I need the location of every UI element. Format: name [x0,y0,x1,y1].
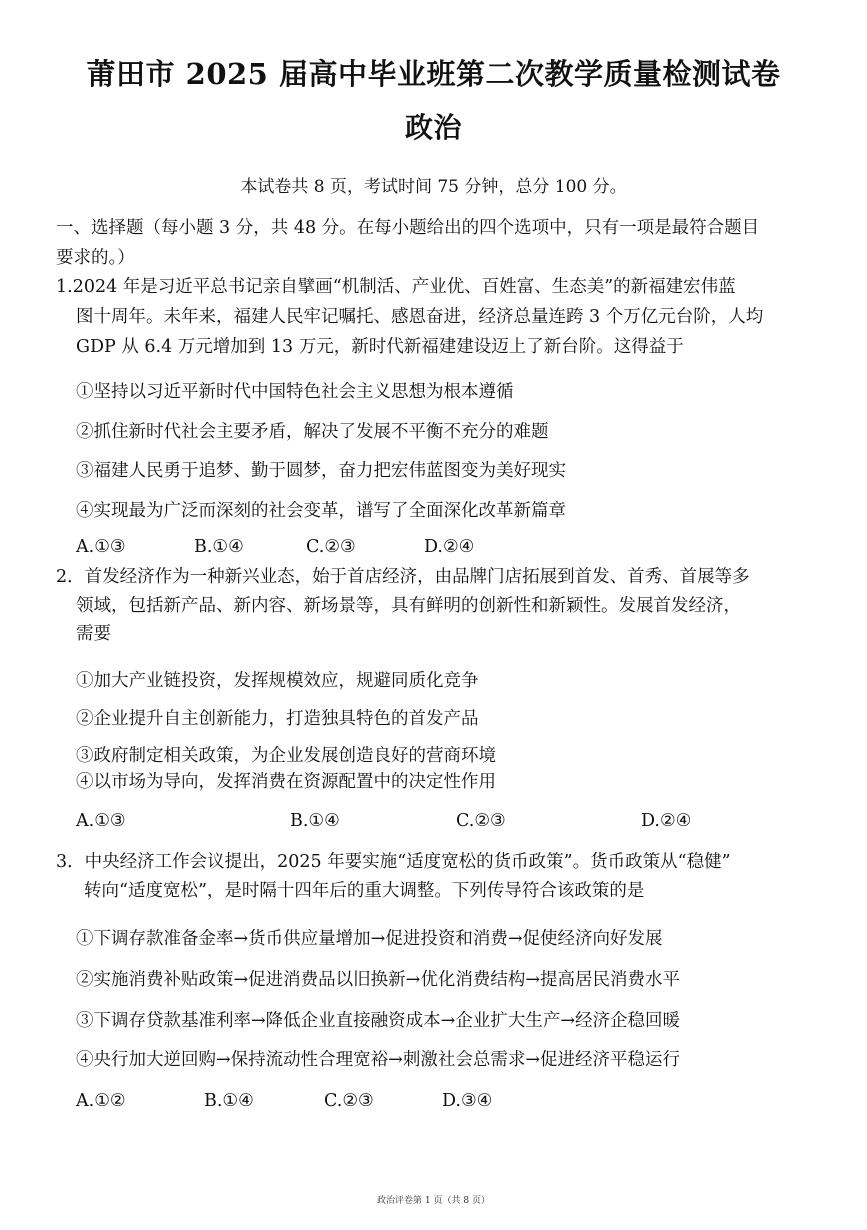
q2-item-2: ②企业提升自主创新能力，打造独具特色的首发产品 [76,709,479,729]
q1-item-4: ④实现最为广泛而深刻的社会变革，谱写了全面深化改革新篇章 [76,501,566,521]
q3-item-4: ④央行加大逆回购→保持流动性合理宽裕→刺激社会总需求→促进经济平稳运行 [76,1050,680,1070]
exam-title: 莆田市 2025 届高中毕业班第二次教学质量检测试卷 [86,57,781,91]
q3-stem-line-2: 转向“适度宽松”，是时隔十四年后的重大调整。下列传导符合该政策的是 [84,881,645,901]
q1-stem-line-1: 1.2024 年是习近平总书记亲自擘画“机制活、产业优、百姓富、生态美”的新福建宏伟蓝 [56,277,736,297]
q1-item-1: ①坚持以习近平新时代中国特色社会主义思想为根本遵循 [76,382,514,402]
q2-stem-line-3: 需要 [76,624,111,644]
q2-stem-line-2: 领域，包括新产品、新内容、新场景等，具有鲜明的创新性和新颖性。发展首发经济， [76,596,741,616]
q3-option-d[interactable]: D.③④ [442,1091,493,1111]
q3-option-b[interactable]: B.①④ [204,1091,254,1111]
q2-item-4: ④以市场为导向，发挥消费在资源配置中的决定性作用 [76,772,496,792]
q2-option-d[interactable]: D.②④ [641,811,692,831]
q1-stem-line-2: 图十周年。未年来，福建人民牢记嘱托、感恩奋进，经济总量连跨 3 个万亿元台阶，人均 [76,307,764,327]
page-footer: 政治评卷第 1 页（共 8 页） [377,1196,490,1206]
subject-title: 政治 [404,111,462,144]
q1-option-d[interactable]: D.②④ [424,537,475,557]
q2-item-3: ③政府制定相关政策，为企业发展创造良好的营商环境 [76,746,496,766]
q3-option-c[interactable]: C.②③ [324,1091,374,1111]
q1-option-a[interactable]: A.①③ [76,537,126,557]
exam-info: 本试卷共 8 页，考试时间 75 分钟，总分 100 分。 [240,177,627,197]
q2-option-c[interactable]: C.②③ [456,811,506,831]
section-instruction-line-2: 要求的。） [56,248,135,268]
q2-stem-line-1: 2．首发经济作为一种新兴业态，始于首店经济，由品牌门店拓展到首发、首秀、首展等多 [56,567,750,587]
q2-option-b[interactable]: B.①④ [290,811,340,831]
section-instruction-line-1: 一、选择题（每小题 3 分，共 48 分。在每小题给出的四个选项中，只有一项是最符合题目 [56,218,760,238]
q3-item-2: ②实施消费补贴政策→促进消费品以旧换新→优化消费结构→提高居民消费水平 [76,970,680,990]
q1-option-b[interactable]: B.①④ [194,537,244,557]
q2-option-a[interactable]: A.①③ [76,811,126,831]
q1-stem-line-3: GDP 从 6.4 万元增加到 13 万元，新时代新福建建设迈上了新台阶。这得益于 [76,337,684,357]
q3-stem-line-1: 3．中央经济工作会议提出，2025 年要实施“适度宽松的货币政策”。货币政策从“稳健” [56,852,731,872]
q1-item-2: ②抓住新时代社会主要矛盾，解决了发展不平衡不充分的难题 [76,422,549,442]
q3-item-1: ①下调存款准备金率→货币供应量增加→促进投资和消费→促使经济向好发展 [76,929,663,949]
q3-option-a[interactable]: A.①② [76,1091,126,1111]
q3-item-3: ③下调存贷款基准利率→降低企业直接融资成本→企业扩大生产→经济企稳回暖 [76,1011,680,1031]
q1-item-3: ③福建人民勇于追梦、勤于圆梦，奋力把宏伟蓝图变为美好现实 [76,461,566,481]
q1-option-c[interactable]: C.②③ [306,537,356,557]
q2-item-1: ①加大产业链投资，发挥规模效应，规避同质化竞争 [76,671,479,691]
